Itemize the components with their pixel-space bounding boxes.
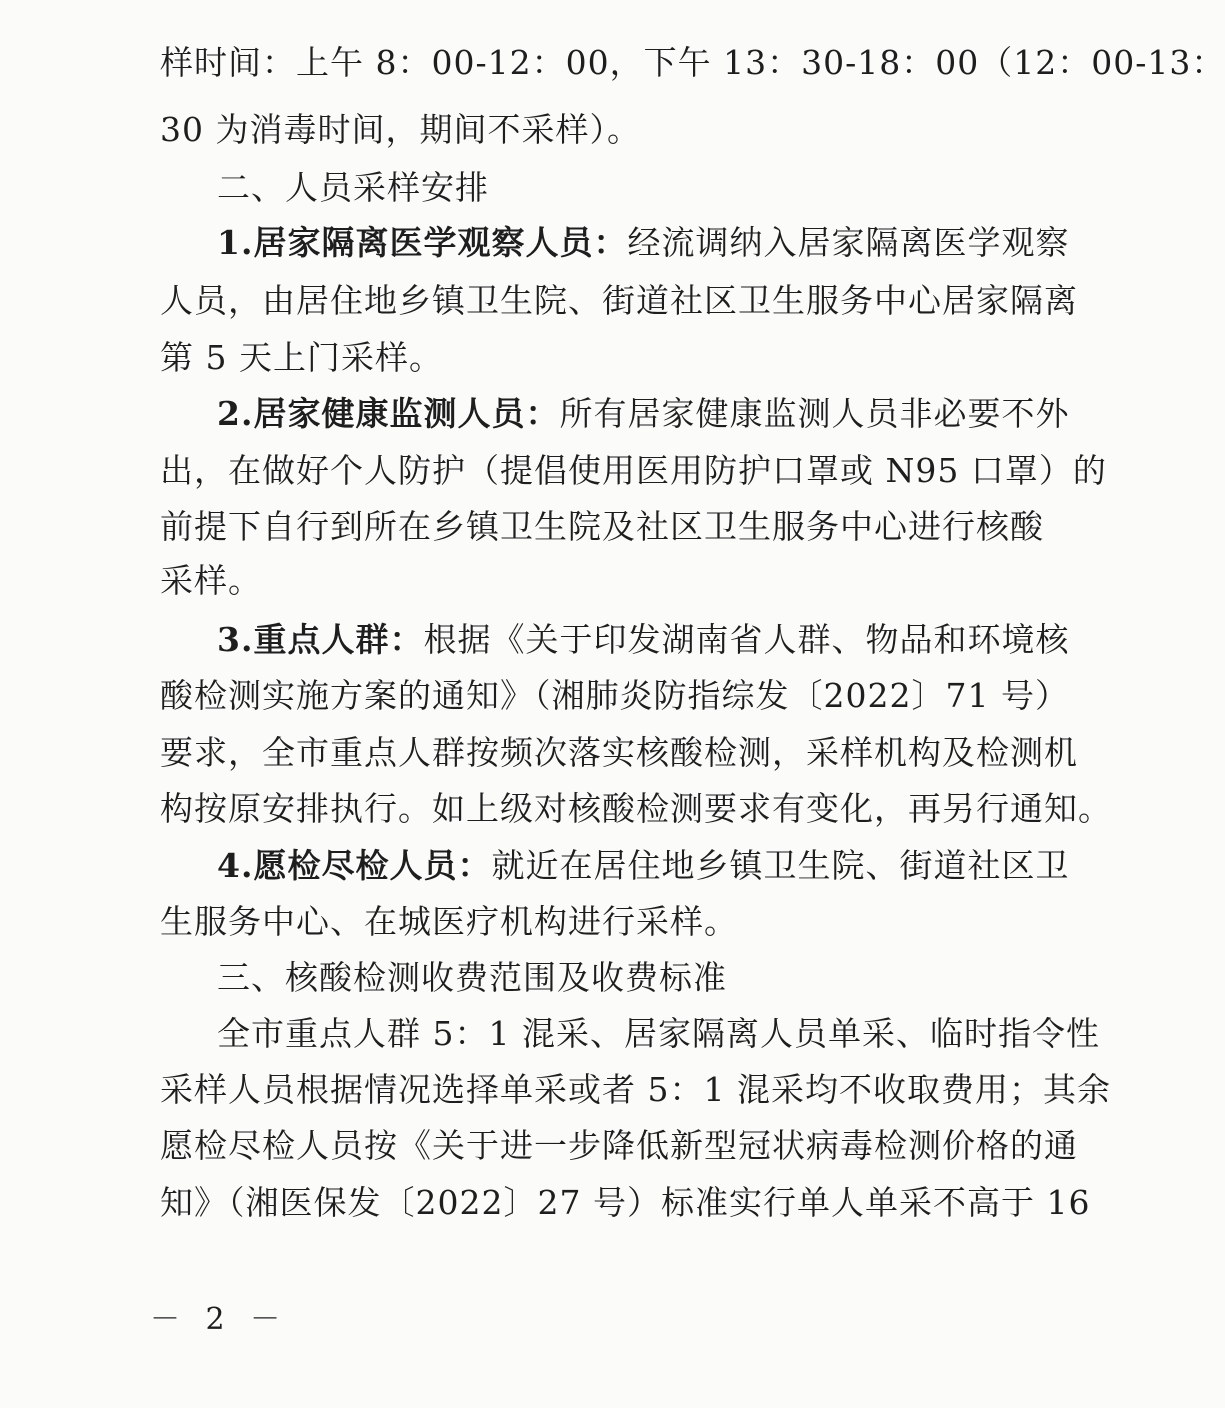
item-3-line-3: 要求，全市重点人群按频次落实核酸检测，采样机构及检测机 bbox=[160, 733, 1078, 772]
item-3-text: 根据《关于印发湖南省人群、物品和环境核 bbox=[423, 620, 1070, 659]
item-3-line-1 bbox=[217, 620, 1070, 660]
item-1-line-3: 第 5 天上门采样。 bbox=[160, 338, 443, 377]
item-4-text: 就近在居住地乡镇卫生院、街道社区卫 bbox=[491, 846, 1070, 885]
item-2-line-1 bbox=[217, 394, 1070, 434]
item-3-title: 3.重点人群： bbox=[217, 620, 424, 659]
item-4-line-1 bbox=[217, 846, 1070, 886]
item-2-line-3: 前提下自行到所在乡镇卫生院及社区卫生服务中心进行核酸 bbox=[160, 507, 1044, 546]
item-1-title: 1.居家隔离医学观察人员： bbox=[217, 223, 628, 262]
section-3-line-1: 全市重点人群 5：1 混采、居家隔离人员单采、临时指令性 bbox=[217, 1014, 1100, 1053]
body-line-2: 30 为消毒时间，期间不采样）。 bbox=[160, 110, 641, 149]
item-4-title: 4.愿检尽检人员： bbox=[217, 846, 492, 885]
item-1-text: 经流调纳入居家隔离医学观察 bbox=[627, 223, 1070, 262]
item-4-line-2: 生服务中心、在城医疗机构进行采样。 bbox=[160, 902, 738, 941]
item-2-title: 2.居家健康监测人员： bbox=[217, 394, 560, 433]
item-3-line-2: 酸检测实施方案的通知》（湘肺炎防指综发〔2022〕71 号） bbox=[160, 676, 1069, 715]
page-number: － 2 － bbox=[150, 1302, 289, 1337]
body-line-1: 样时间：上午 8：00-12：00，下午 13：30-18：00（12：00-13： bbox=[160, 43, 1225, 82]
item-1-line-1 bbox=[217, 223, 1070, 263]
item-2-text: 所有居家健康监测人员非必要不外 bbox=[559, 394, 1070, 433]
section-heading-3: 三、核酸检测收费范围及收费标准 bbox=[217, 958, 727, 997]
item-1-line-2: 人员，由居住地乡镇卫生院、街道社区卫生服务中心居家隔离 bbox=[160, 281, 1078, 320]
section-3-line-3: 愿检尽检人员按《关于进一步降低新型冠状病毒检测价格的通 bbox=[160, 1126, 1078, 1165]
item-3-line-4: 构按原安排执行。如上级对核酸检测要求有变化，再另行通知。 bbox=[160, 789, 1112, 828]
section-heading-2: 二、人员采样安排 bbox=[217, 168, 489, 207]
section-3-line-2: 采样人员根据情况选择单采或者 5：1 混采均不收取费用；其余 bbox=[160, 1070, 1111, 1109]
item-2-line-2: 出，在做好个人防护（提倡使用医用防护口罩或 N95 口罩）的 bbox=[160, 451, 1107, 490]
item-2-line-4: 采样。 bbox=[160, 561, 262, 600]
section-3-line-4: 知》（湘医保发〔2022〕27 号）标准实行单人单采不高于 16 bbox=[160, 1183, 1091, 1222]
